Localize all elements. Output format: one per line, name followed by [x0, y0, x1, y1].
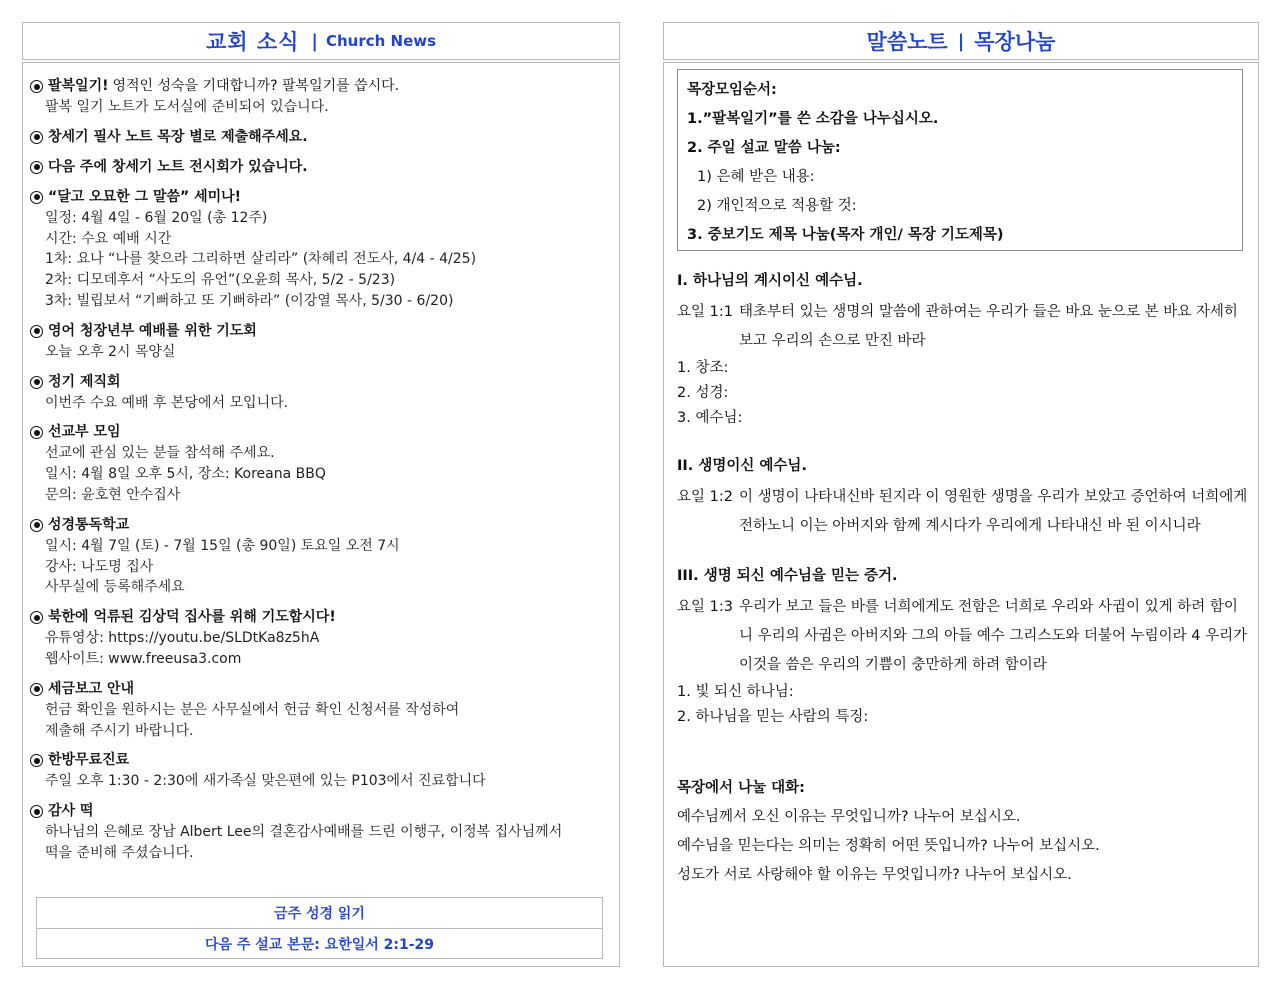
point-line: 1. 빛 되신 하나님: — [677, 684, 794, 700]
point-line: 1. 창조: — [677, 360, 729, 376]
news-item-title — [30, 187, 610, 208]
news-title-text: 정기 제직회 — [48, 373, 121, 390]
news-item-title — [30, 515, 610, 536]
news-item — [30, 679, 610, 742]
news-detail-line: 팔복 일기 노트가 도서실에 준비되어 있습니다. — [45, 99, 329, 115]
news-detail-line: 강사: 나도명 집사 — [45, 558, 154, 575]
news-detail-line: 3차: 빌립보서 “기뻐하고 또 기뻐하라” (이강열 목사, 5/30 - 6/20) — [45, 292, 454, 309]
sermon-note-panel — [663, 62, 1259, 967]
verse-text: 우리가 보고 들은 바를 너희에게도 전함은 너희로 우리와 사귐이 있게 하려 함이니 우리의 사귐은 아버지와 그의 아들 예수 그리스도와 더불어 누림이라 4 우리가 이것을 씀은 우리의 기쁨이 충만하게 하려 함이라 — [738, 599, 1248, 673]
news-detail-line: 일정: 4월 4일 - 6월 20일 (총 12주) — [45, 209, 268, 226]
weekly-reading-label: 금주 성경 읽기 — [274, 906, 365, 922]
news-title-text: 성경통독학교 — [48, 516, 130, 533]
news-item-title — [30, 372, 610, 393]
news-title-detail: 영적인 성숙을 기대합니까? 팔복일기를 씁시다. — [112, 78, 400, 94]
church-news-panel — [22, 62, 620, 967]
bullet-circle-icon — [30, 519, 43, 532]
bible-reading-box — [36, 897, 603, 959]
news-item-title — [30, 422, 610, 443]
news-item-title — [30, 679, 610, 700]
news-detail-line: 떡을 준비해 주셨습니다. — [45, 844, 194, 861]
news-item — [30, 127, 610, 148]
news-item — [30, 157, 610, 178]
bullet-circle-icon — [30, 754, 43, 767]
news-detail-line: 주일 오후 1:30 - 2:30에 새가족실 맞은편에 있는 P103에서 진료합니다 — [45, 773, 486, 790]
point-line: 2. 성경: — [677, 385, 729, 401]
sermon-note-header — [663, 22, 1259, 60]
bullet-circle-icon — [30, 376, 43, 389]
news-item-title — [30, 801, 610, 822]
next-sermon-text: 다음 주 설교 본문: 요한일서 2:1-29 — [37, 928, 602, 959]
news-item — [30, 750, 610, 792]
church-news-header — [22, 22, 620, 60]
news-detail-line: 1차: 요나 “나를 찾으라 그리하면 살리라” (차혜리 전도사, 4/4 - 4/25) — [45, 251, 477, 268]
bullet-circle-icon — [30, 161, 43, 174]
news-detail-line: 오늘 오후 2시 목양실 — [45, 343, 176, 360]
verse — [677, 298, 1249, 356]
news-detail-line: 이번주 수요 예배 후 본당에서 모입니다. — [45, 394, 289, 411]
news-title-text: 한방무료진료 — [48, 752, 130, 769]
news-detail-line: 일시: 4월 8일 오후 5시, 장소: Koreana BBQ — [45, 466, 326, 483]
meeting-order-item: 2. 주일 설교 말씀 나눔: — [687, 140, 841, 156]
news-detail-line: 선교에 관심 있는 분들 참석해 주세요. — [45, 445, 275, 462]
news-title-text: 영어 청장년부 예배를 위한 기도회 — [48, 322, 257, 339]
verse-reference: 요일 1:2 — [677, 489, 733, 505]
discussion-title: 목장에서 나눌 대화: — [677, 780, 805, 796]
news-detail-line: 일시: 4월 7일 (토) - 7월 15일 (총 90일) 토요일 오전 7시 — [45, 537, 400, 554]
news-title-text: “달고 오묘한 그 말씀” 세미나! — [48, 188, 242, 205]
news-item — [30, 76, 610, 118]
news-detail-line: 하나님의 은혜로 장남 Albert Lee의 결혼감사예배를 드린 이행구, 이정복 집사님께서 — [45, 824, 563, 841]
news-detail-line: 헌금 확인을 원하시는 분은 사무실에서 헌금 확인 신청서를 작성하여 — [45, 701, 460, 718]
section-title: II. 생명이신 예수님. — [677, 458, 807, 474]
news-item-title — [30, 607, 610, 628]
bullet-circle-icon — [30, 325, 43, 338]
news-item — [30, 321, 610, 363]
news-title-text: 세금보고 안내 — [48, 680, 135, 697]
meeting-order-box — [677, 69, 1243, 251]
news-item-title — [30, 76, 610, 97]
bullet-circle-icon — [30, 80, 43, 93]
discussion-question: 예수님을 믿는다는 의미는 정확히 어떤 뜻입니까? 나누어 보십시오. — [677, 838, 1100, 854]
discussion-question: 성도가 서로 사랑해야 할 이유는 무엇입니까? 나누어 보십시오. — [677, 867, 1072, 883]
bullet-circle-icon — [30, 805, 43, 818]
cell-sharing-title: 목장나눔 — [974, 30, 1056, 54]
point-line: 3. 예수님: — [677, 410, 743, 426]
news-title-text: 팔복일기! — [48, 78, 109, 94]
verse-text: 이 생명이 나타내신바 된지라 이 영원한 생명을 우리가 보았고 증언하여 너희에게 전하노니 이는 아버지와 함께 계시다가 우리에게 나타내신 바 된 이시니라 — [738, 489, 1248, 534]
news-list — [30, 76, 610, 873]
news-title-text: 감사 떡 — [48, 803, 94, 820]
news-detail-line: 유튜영상: https://youtu.be/SLDtKa8z5hA — [45, 630, 320, 647]
verse-reference: 요일 1:3 — [677, 599, 733, 615]
discussion-question: 예수님께서 오신 이유는 무엇입니까? 나누어 보십시오. — [677, 809, 1021, 825]
news-item-title — [30, 750, 610, 771]
news-item-title — [30, 157, 610, 178]
meeting-order-item: 1.”팔복일기”를 쓴 소감을 나누십시오. — [687, 111, 939, 127]
sermon-outline — [677, 264, 1249, 890]
news-detail-line: 2차: 디모데후서 “사도의 유언”(오윤희 목사, 5/2 - 5/23) — [45, 272, 396, 289]
bullet-circle-icon — [30, 683, 43, 696]
verse — [677, 593, 1249, 680]
header-separator: | — [311, 30, 318, 52]
header-separator: | — [957, 30, 965, 52]
meeting-order-item: 3. 중보기도 제목 나눔(목자 개인/ 목장 기도제목) — [687, 227, 1004, 243]
news-item — [30, 801, 610, 864]
news-item-title — [30, 321, 610, 342]
news-detail-line: 시간: 수요 예배 시간 — [45, 230, 172, 247]
news-title-text: 창세기 필사 노트 목장 별로 제출해주세요. — [48, 128, 308, 145]
news-detail-line: 문의: 윤호현 안수집사 — [45, 486, 181, 503]
church-news-subtitle: Church News — [325, 32, 437, 50]
news-item — [30, 372, 610, 414]
news-item — [30, 187, 610, 312]
news-item — [30, 515, 610, 598]
section-title: III. 생명 되신 예수님을 믿는 증거. — [677, 568, 898, 584]
news-detail-line: 제출해 주시기 바랍니다. — [45, 722, 194, 739]
news-detail-line: 사무실에 등록해주세요 — [45, 579, 185, 596]
news-detail-line: 웹사이트: www.freeusa3.com — [45, 650, 242, 667]
news-title-text: 북한에 억류된 김상덕 집사를 위해 기도합시다! — [48, 609, 336, 626]
sermon-note-title: 말씀노트 — [866, 30, 948, 54]
point-line: 2. 하나님을 믿는 사람의 특징: — [677, 709, 869, 725]
meeting-order-subitem: 1) 은혜 받은 내용: — [697, 169, 815, 185]
news-title-text: 선교부 모임 — [48, 424, 121, 441]
bullet-circle-icon — [30, 426, 43, 439]
meeting-order-subitem: 2) 개인적으로 적용할 것: — [697, 198, 857, 214]
news-item-title — [30, 127, 610, 148]
verse-reference: 요일 1:1 — [677, 304, 733, 320]
news-item — [30, 422, 610, 505]
bullet-circle-icon — [30, 191, 43, 204]
section-title: I. 하나님의 계시이신 예수님. — [677, 273, 863, 289]
news-title-text: 다음 주에 창세기 노트 전시회가 있습니다. — [48, 158, 308, 175]
church-news-title: 교회 소식 — [205, 30, 300, 54]
bullet-circle-icon — [30, 611, 43, 624]
news-item — [30, 607, 610, 670]
meeting-order-title: 목장모임순서: — [687, 82, 777, 98]
verse — [677, 483, 1249, 541]
verse-text: 태초부터 있는 생명의 말씀에 관하여는 우리가 들은 바요 눈으로 본 바요 자세히 보고 우리의 손으로 만진 바라 — [738, 304, 1238, 349]
bullet-circle-icon — [30, 131, 43, 144]
